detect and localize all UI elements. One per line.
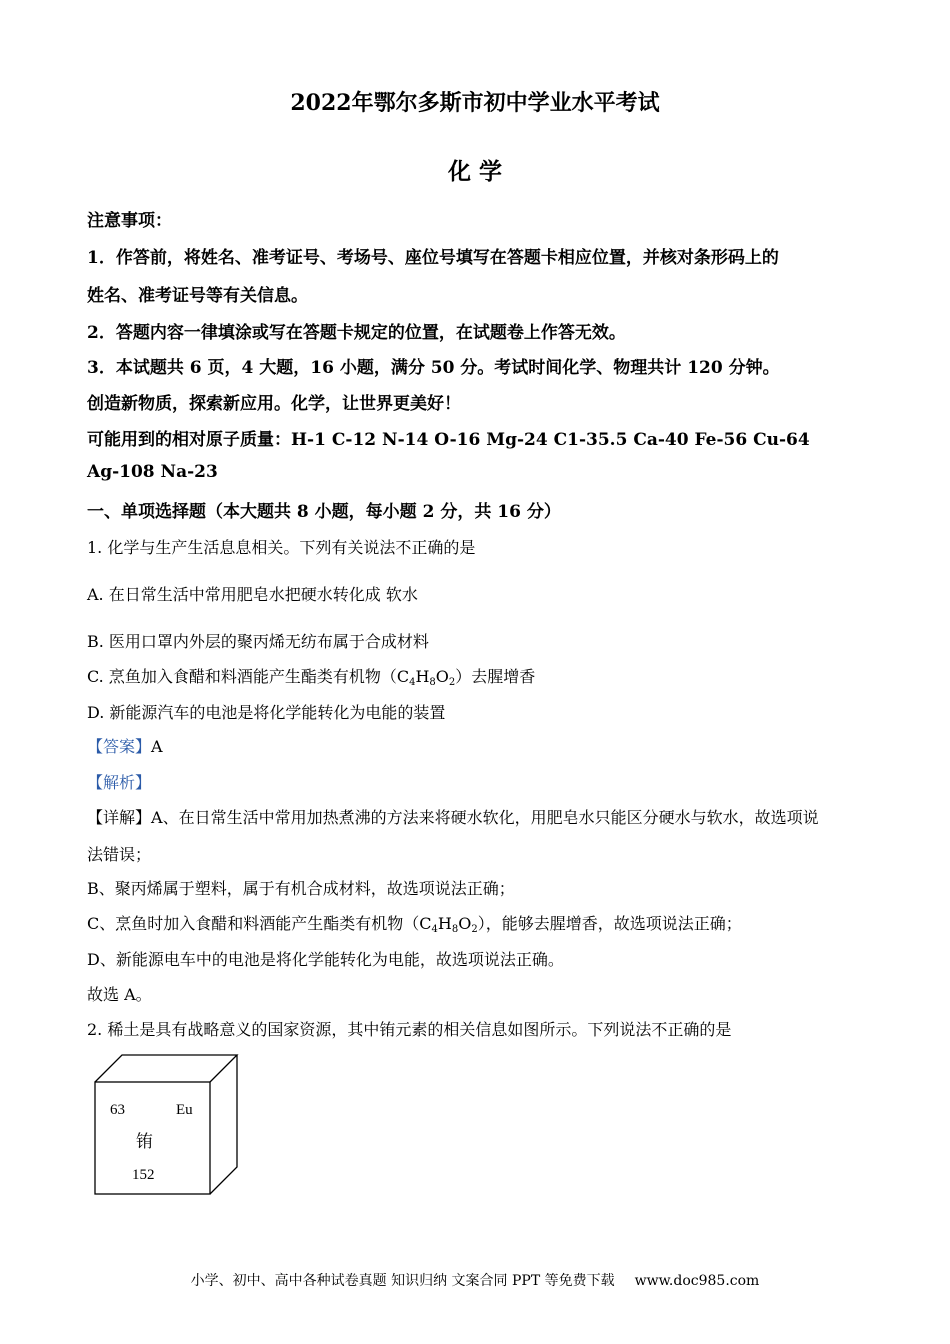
element-name: 铕 bbox=[136, 1132, 153, 1151]
slogan: 创造新物质，探索新应用。化学，让世界更美好！ bbox=[87, 394, 461, 414]
atomic-mass: 152 bbox=[132, 1167, 155, 1183]
q1-option-a: A. 在日常生活中常用肥皂水把硬水转化成 软水 bbox=[87, 585, 418, 604]
answer-label: 【答案】 bbox=[87, 737, 152, 756]
card-side-face bbox=[210, 1055, 237, 1194]
q1-option-c: C. 烹鱼加入食醋和料酒能产生酯类有机物$(C_4H_8O_2)$去腥增香 bbox=[87, 667, 536, 688]
q1-answer bbox=[87, 734, 163, 757]
note-item-3: 3．本试题共 6 页，4 大题，16 小题，满分 50 分。考试时间化学、物理共计 120 分钟。 bbox=[87, 358, 780, 378]
q1-detail-1a: 【详解】A、在日常生活中常用加热煮沸的方法来将硬水软化，用肥皂水只能区分硬水与软水，故选项说 bbox=[87, 808, 819, 827]
card-top-face bbox=[95, 1055, 237, 1082]
atomic-masses-b: Ag-108 Na-23 bbox=[87, 462, 218, 482]
q2-stem: 2. 稀土是具有战略意义的国家资源，其中铕元素的相关信息如图所示。下列说法不正确的是 bbox=[87, 1020, 732, 1039]
note-item-1a: 1．作答前，将姓名、准考证号、考场号、座位号填写在答题卡相应位置，并核对条形码上的 bbox=[87, 248, 779, 268]
atomic-number: 63 bbox=[110, 1102, 125, 1118]
note-item-2: 2．答题内容一律填涂或写在答题卡规定的位置，在试题卷上作答无效。 bbox=[87, 323, 626, 343]
detail-label: 【详解】 bbox=[87, 808, 152, 827]
exam-title: 2022年鄂尔多斯市初中学业水平考试 bbox=[290, 90, 660, 116]
q1-detail-1b: 法错误； bbox=[87, 845, 152, 864]
analysis-label: 【解析】 bbox=[87, 773, 152, 792]
q1-conclusion: 故选 A。 bbox=[87, 985, 152, 1004]
element-card-europium bbox=[90, 1052, 250, 1202]
page-footer bbox=[0, 1270, 950, 1290]
q1-option-d: D. 新能源汽车的电池是将化学能转化为电能的装置 bbox=[87, 703, 446, 722]
answer-value: A bbox=[151, 737, 163, 756]
q1-detail-4: D、新能源电车中的电池是将化学能转化为电能，故选项说法正确。 bbox=[87, 950, 564, 969]
atomic-masses-a: 可能用到的相对原子质量：H-1 C-12 N-14 O-16 Mg-24 C1-35.5 Ca-40 Fe-56 Cu-64 bbox=[87, 430, 810, 450]
q1-detail-3: C、烹鱼时加入食醋和料酒能产生酯类有机物$(C_4H_8O_2)$，能够去腥增香，故选项说法正确； bbox=[87, 914, 742, 935]
note-item-1b: 姓名、准考证号等有关信息。 bbox=[87, 286, 308, 306]
subject-title: 化 学 bbox=[447, 158, 502, 185]
footer-site-link[interactable]: www.doc985.com bbox=[634, 1273, 760, 1289]
q1-stem: 1. 化学与生产生活息息相关。下列有关说法不正确的是 bbox=[87, 538, 476, 557]
element-symbol: Eu bbox=[176, 1102, 193, 1118]
q1-detail-2: B、聚丙烯属于塑料，属于有机合成材料，故选项说法正确； bbox=[87, 879, 515, 898]
footer-description: 小学、初中、高中各种试卷真题 知识归纳 文案合同 PPT 等免费下载 bbox=[190, 1273, 615, 1289]
q1-option-b: B. 医用口罩内外层的聚丙烯无纺布属于合成材料 bbox=[87, 632, 429, 651]
section-heading: 一、单项选择题（本大题共 8 小题，每小题 2 分，共 16 分） bbox=[87, 502, 561, 522]
notes-heading: 注意事项： bbox=[87, 211, 172, 231]
